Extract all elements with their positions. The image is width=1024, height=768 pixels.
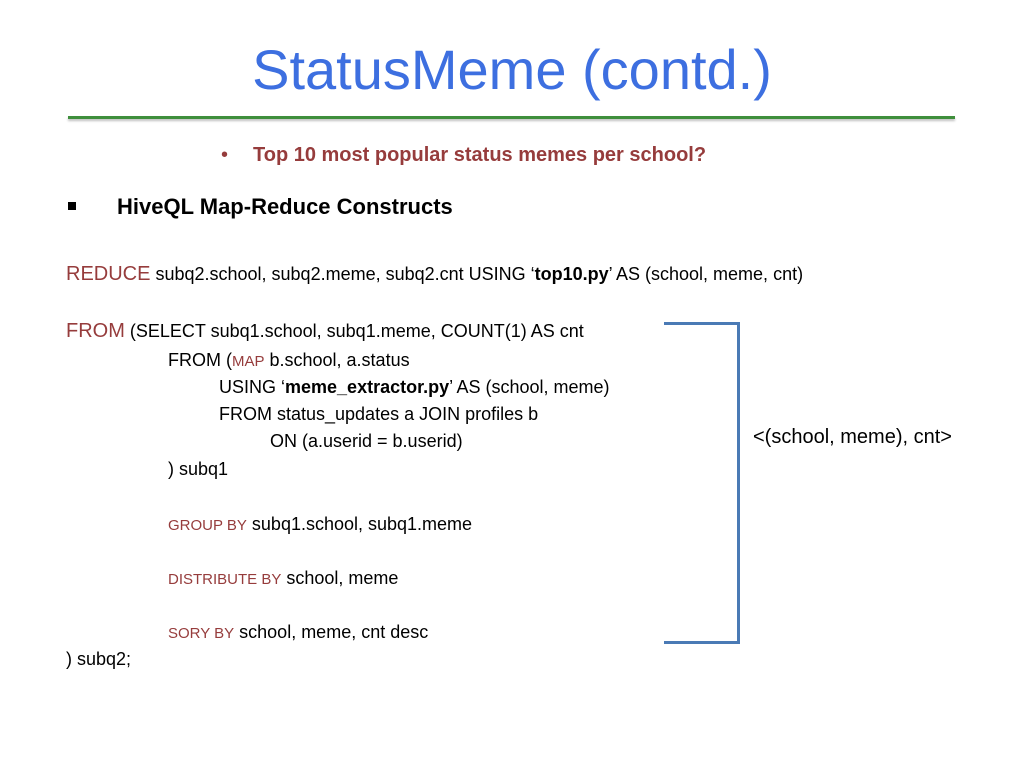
code-line-distribute-by	[168, 567, 398, 591]
code-line-sory-by	[168, 621, 428, 645]
code-line-subq1: ) subq1	[168, 459, 229, 479]
section-heading: HiveQL Map-Reduce Constructs	[117, 194, 453, 219]
code-text: b.school, a.status	[264, 350, 410, 370]
code-line-using	[219, 376, 610, 398]
code-text: USING ‘	[219, 377, 286, 397]
keyword-group-by: GROUP BY	[168, 517, 247, 534]
code-text: subq2.school, subq2.meme, subq2.cnt USING ‘	[150, 264, 535, 284]
code-line-from	[66, 320, 584, 342]
script-name: top10.py	[534, 264, 609, 284]
code-text: ’ AS (school, meme)	[449, 377, 610, 397]
bullet-question: Top 10 most popular status memes per school?	[253, 144, 707, 166]
code-line-join: FROM status_updates a JOIN profiles b	[219, 404, 539, 424]
square-bullet-icon	[68, 202, 76, 210]
right-bracket	[664, 322, 740, 644]
code-line-group-by	[168, 513, 472, 537]
bracket-label: <(school, meme), cnt>	[753, 426, 952, 448]
keyword-from: FROM	[66, 320, 125, 342]
code-text: school, meme	[281, 568, 399, 588]
keyword-map: MAP	[231, 353, 265, 370]
keyword-sory-by: SORY BY	[168, 625, 235, 642]
code-text: FROM (	[168, 350, 232, 370]
code-line-reduce	[66, 263, 803, 285]
keyword-reduce: REDUCE	[66, 263, 151, 285]
slide-title: StatusMeme (contd.)	[252, 38, 772, 101]
code-text: subq1.school, subq1.meme	[246, 514, 473, 534]
title-underline	[68, 116, 955, 119]
script-name: meme_extractor.py	[285, 377, 450, 397]
code-line-on: ON (a.userid = b.userid)	[270, 431, 463, 451]
code-line-from-map	[168, 349, 410, 373]
code-text: school, meme, cnt desc	[234, 622, 429, 642]
bullet-marker: •	[221, 144, 229, 166]
code-text: (SELECT subq1.school, subq1.meme, COUNT(1) AS cnt	[124, 321, 584, 341]
code-text: ’ AS (school, meme, cnt)	[608, 264, 804, 284]
keyword-distribute-by: DISTRIBUTE BY	[168, 571, 282, 588]
code-line-subq2: ) subq2;	[66, 649, 132, 669]
